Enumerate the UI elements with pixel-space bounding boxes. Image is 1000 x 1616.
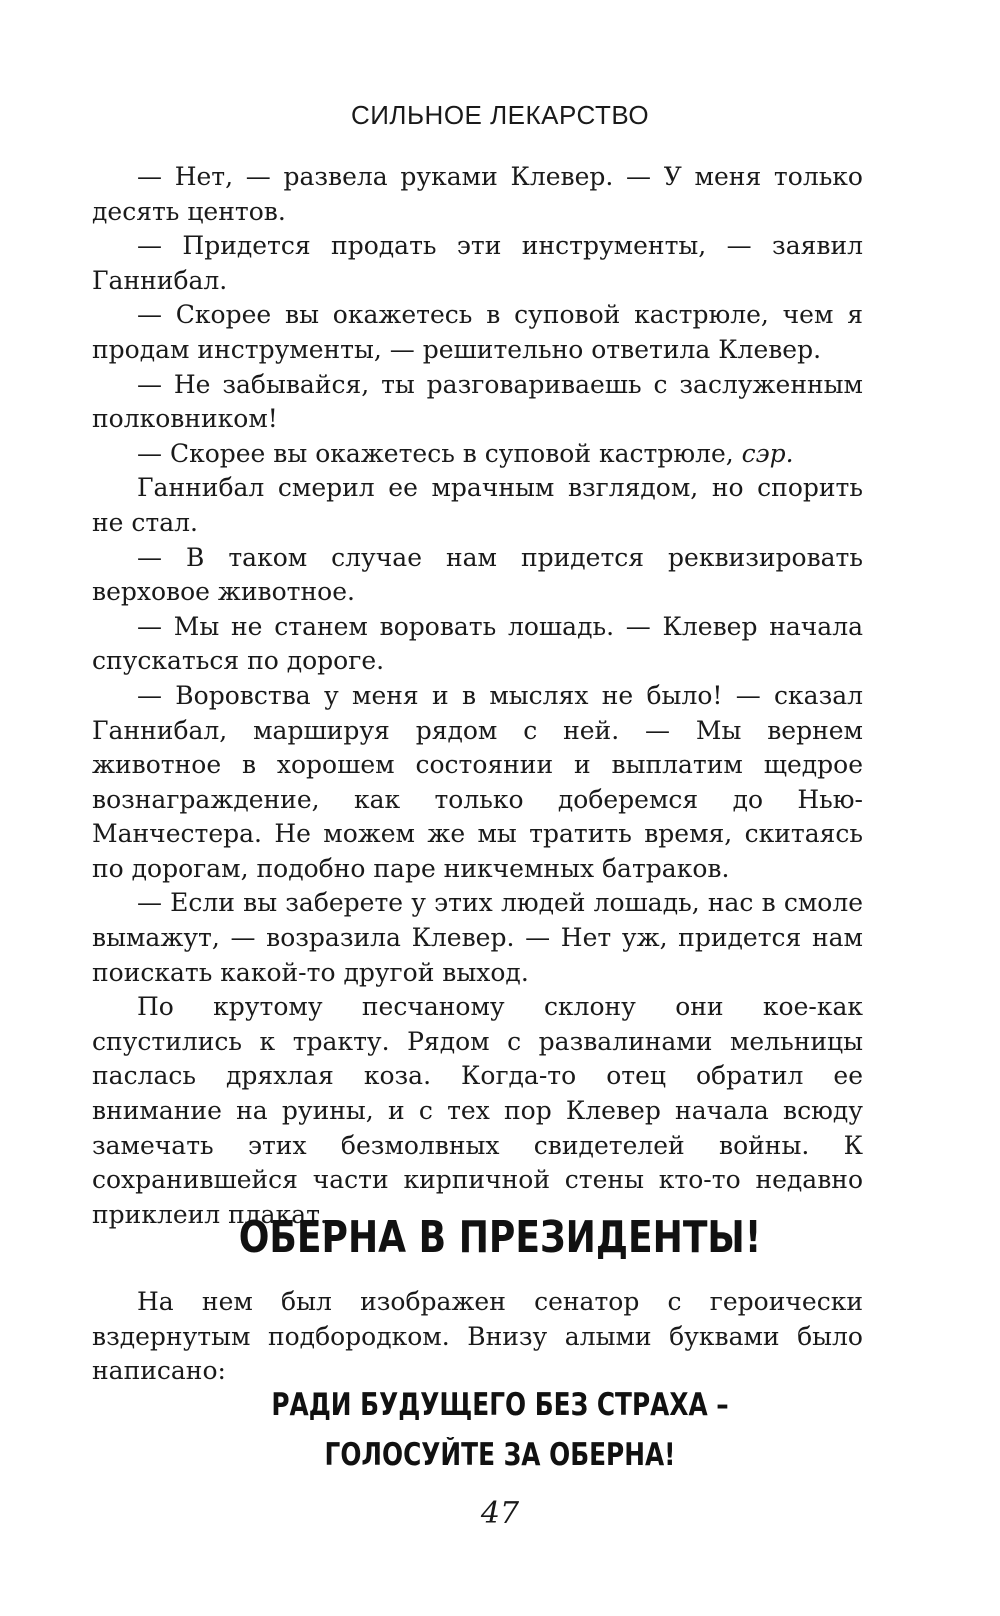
italic-sir: сэр. <box>741 438 794 468</box>
paragraph-3: — Скорее вы окажетесь в суповой кастрюле, чем я продам инструменты, — решительно ответила Клевер. <box>92 300 863 364</box>
paragraph-8: — Мы не станем воровать лошадь. — Клевер начала спускаться по дороге. <box>92 611 863 676</box>
paragraph-after-poster: На нем был изображен сенатор с героически вздернутым подбородком. Внизу алыми буквами было написано: <box>92 1287 863 1386</box>
secondary-text <box>92 1285 863 1389</box>
paragraph-10: — Если вы заберете у этих людей лошадь, нас в смоле вымажут, — возразила Клевер. — Нет уж, придется нам поискать какой-то другой выход. <box>92 888 863 987</box>
main-text <box>92 160 863 1232</box>
page-number: 47 <box>480 1496 520 1531</box>
paragraph-9: — Воровства у меня и в мыслях не было! — сказал Ганнибал, маршируя рядом с ней. — Мы вернем животное в хорошем состоянии и выплатим щедрое вознаграждение, как только доберемся до Нью-Манчестера. Не можем же мы тратить время, скитаясь по дорогам, подобно паре никчемных батраков. <box>92 680 863 883</box>
slogan-line-2: ГОЛОСУЙТЕ ЗА ОБЕРНА! <box>324 1437 676 1473</box>
paragraph-11: По крутому песчаному склону они кое-как спустились к тракту. Рядом с развалинами мельницы паслась дряхлая коза. Когда-то отец обратил ее внимание на руины, и с тех пор Клевер начала всюду замечать этих безмолвных свидетелей войны. К сохранившейся части кирпичной стены кто-то недавно приклеил плакат. <box>92 992 863 1229</box>
slogan-line-1: РАДИ БУДУЩЕГО БЕЗ СТРАХА – <box>271 1387 729 1423</box>
paragraph-2: — Придется продать эти инструменты, — заявил Ганнибал. <box>92 231 863 295</box>
poster-headline: ОБЕРНА В ПРЕЗИДЕНТЫ! <box>238 1212 762 1263</box>
running-head: СИЛЬНОЕ ЛЕКАРСТВО <box>350 100 650 130</box>
paragraph-1: — Нет, — развела руками Клевер. — У меня только десять центов. <box>92 162 863 226</box>
paragraph-5-text: — Скорее вы окажетесь в суповой кастрюле, <box>137 438 742 468</box>
paragraph-4: — Не забывайся, ты разговариваешь с заслуженным полковником! <box>92 369 863 434</box>
paragraph-5 <box>92 437 863 472</box>
paragraph-7: — В таком случае нам придется реквизировать верховое животное. <box>92 542 863 607</box>
paragraph-6: Ганнибал смерил ее мрачным взглядом, но спорить не стал. <box>92 473 863 537</box>
